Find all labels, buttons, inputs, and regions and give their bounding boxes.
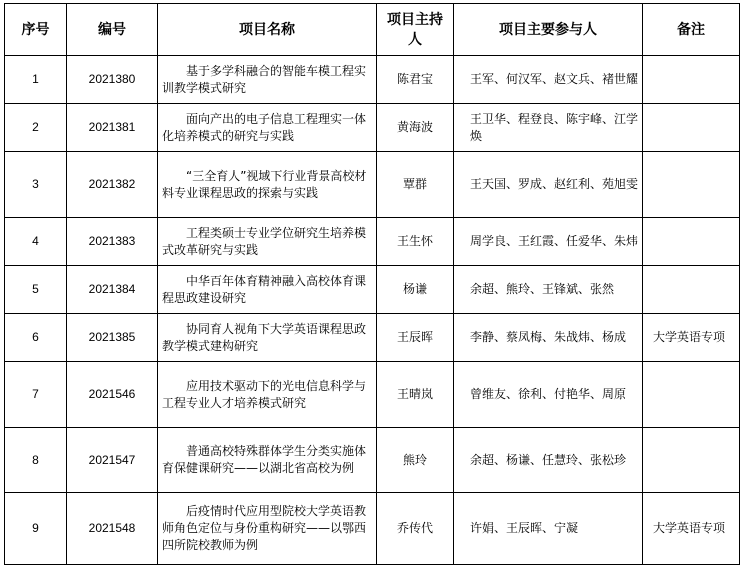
cell-host: 陈君宝 bbox=[377, 56, 454, 104]
table-row bbox=[5, 314, 740, 362]
cell-host: 黄海波 bbox=[377, 104, 454, 152]
cell-code: 2021548 bbox=[67, 493, 158, 565]
cell-name: “三全育人”视域下行业背景高校材料专业课程思政的探索与实践 bbox=[158, 152, 377, 218]
table-row bbox=[5, 266, 740, 314]
header-members: 项目主要参与人 bbox=[454, 4, 643, 56]
cell-host: 王生怀 bbox=[377, 218, 454, 266]
cell-name: 工程类硕士专业学位研究生培养模式改革研究与实践 bbox=[158, 218, 377, 266]
cell-members: 王卫华、程登良、陈宇峰、江学焕 bbox=[454, 104, 643, 152]
header-host: 项目主持人 bbox=[377, 4, 454, 56]
cell-name: 后疫情时代应用型院校大学英语教师角色定位与身份重构研究——以鄂西四所院校教师为例 bbox=[158, 493, 377, 565]
table-row bbox=[5, 56, 740, 104]
cell-host: 熊玲 bbox=[377, 428, 454, 493]
table-row bbox=[5, 104, 740, 152]
cell-host: 王晴岚 bbox=[377, 362, 454, 428]
cell-name: 协同育人视角下大学英语课程思政教学模式建构研究 bbox=[158, 314, 377, 362]
cell-seq: 7 bbox=[5, 362, 67, 428]
cell-code: 2021382 bbox=[67, 152, 158, 218]
table-row bbox=[5, 493, 740, 565]
cell-note bbox=[643, 266, 740, 314]
cell-note bbox=[643, 56, 740, 104]
cell-note: 大学英语专项 bbox=[643, 314, 740, 362]
table-row bbox=[5, 362, 740, 428]
cell-members: 周学良、王红霞、任爱华、朱炜 bbox=[454, 218, 643, 266]
cell-code: 2021381 bbox=[67, 104, 158, 152]
header-note: 备注 bbox=[643, 4, 740, 56]
cell-note bbox=[643, 152, 740, 218]
table-row bbox=[5, 428, 740, 493]
table-row bbox=[5, 218, 740, 266]
header-code: 编号 bbox=[67, 4, 158, 56]
cell-code: 2021380 bbox=[67, 56, 158, 104]
cell-host: 王辰晖 bbox=[377, 314, 454, 362]
cell-seq: 5 bbox=[5, 266, 67, 314]
cell-note bbox=[643, 362, 740, 428]
cell-members: 余超、熊玲、王锋斌、张然 bbox=[454, 266, 643, 314]
cell-code: 2021547 bbox=[67, 428, 158, 493]
cell-members: 余超、杨谦、任慧玲、张松珍 bbox=[454, 428, 643, 493]
cell-seq: 6 bbox=[5, 314, 67, 362]
cell-members: 许娟、王辰晖、宁凝 bbox=[454, 493, 643, 565]
table-header-row bbox=[5, 4, 740, 56]
table-row bbox=[5, 152, 740, 218]
cell-note bbox=[643, 428, 740, 493]
cell-note: 大学英语专项 bbox=[643, 493, 740, 565]
cell-seq: 8 bbox=[5, 428, 67, 493]
header-seq: 序号 bbox=[5, 4, 67, 56]
cell-members: 曾维友、徐利、付艳华、周原 bbox=[454, 362, 643, 428]
project-table bbox=[4, 3, 740, 565]
header-name: 项目名称 bbox=[158, 4, 377, 56]
cell-name: 普通高校特殊群体学生分类实施体育保健课研究——以湖北省高校为例 bbox=[158, 428, 377, 493]
cell-seq: 9 bbox=[5, 493, 67, 565]
cell-name: 面向产出的电子信息工程理实一体化培养模式的研究与实践 bbox=[158, 104, 377, 152]
cell-seq: 2 bbox=[5, 104, 67, 152]
cell-name: 基于多学科融合的智能车模工程实训教学模式研究 bbox=[158, 56, 377, 104]
cell-name: 应用技术驱动下的光电信息科学与工程专业人才培养模式研究 bbox=[158, 362, 377, 428]
cell-code: 2021385 bbox=[67, 314, 158, 362]
cell-note bbox=[643, 218, 740, 266]
cell-name: 中华百年体育精神融入高校体育课程思政建设研究 bbox=[158, 266, 377, 314]
cell-members: 王军、何汉军、赵文兵、褚世耀 bbox=[454, 56, 643, 104]
cell-members: 王天国、罗成、赵红利、苑旭雯 bbox=[454, 152, 643, 218]
cell-members: 李静、蔡凤梅、朱战炜、杨成 bbox=[454, 314, 643, 362]
cell-host: 乔传代 bbox=[377, 493, 454, 565]
cell-code: 2021546 bbox=[67, 362, 158, 428]
cell-host: 覃群 bbox=[377, 152, 454, 218]
cell-seq: 1 bbox=[5, 56, 67, 104]
cell-seq: 4 bbox=[5, 218, 67, 266]
cell-code: 2021383 bbox=[67, 218, 158, 266]
cell-seq: 3 bbox=[5, 152, 67, 218]
cell-note bbox=[643, 104, 740, 152]
cell-host: 杨谦 bbox=[377, 266, 454, 314]
cell-code: 2021384 bbox=[67, 266, 158, 314]
